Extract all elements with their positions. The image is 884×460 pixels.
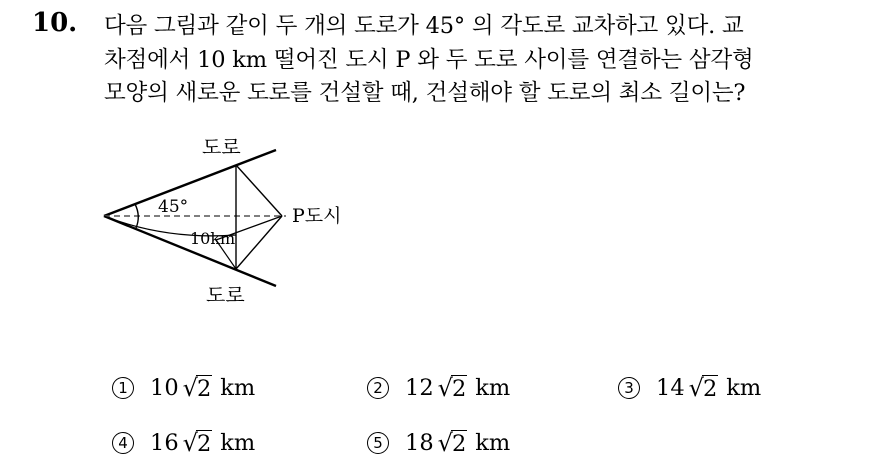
sqrt-icon: √2: [437, 374, 467, 402]
choice-5-root: 2: [451, 431, 467, 457]
road-diagram: [96, 130, 376, 310]
choice-1-unit: km: [220, 375, 256, 401]
choice-5-mark: 5: [367, 432, 389, 454]
new-road-top-to-p: [236, 165, 282, 216]
sqrt-icon: √2: [182, 374, 212, 402]
road-bottom-label: 도로: [206, 283, 245, 307]
sqrt-icon: √2: [182, 429, 212, 457]
choice-5[interactable]: [367, 426, 510, 460]
choice-3-coef: 14: [656, 375, 685, 401]
choice-1-root: 2: [196, 376, 212, 402]
sqrt-icon: √2: [688, 374, 718, 402]
choice-4-unit: km: [220, 430, 256, 456]
question-line-1: 다음 그림과 같이 두 개의 도로가 45° 의 각도로 교차하고 있다. 교: [104, 13, 744, 39]
choice-3-root: 2: [702, 376, 718, 402]
sqrt-icon: √2: [437, 429, 467, 457]
question-text: [104, 10, 874, 111]
distance-label: 10km: [190, 229, 236, 248]
choice-1-coef: 10: [150, 375, 179, 401]
choice-3[interactable]: [618, 371, 761, 405]
choice-5-coef: 18: [405, 430, 434, 456]
choice-4-mark: 4: [112, 432, 134, 454]
question-line-2: 차점에서 10 km 떨어진 도시 P 와 두 도로 사이를 연결하는 삼각형: [104, 46, 754, 73]
question-number: 10.: [32, 8, 78, 38]
choice-3-mark: 3: [618, 377, 640, 399]
choice-4[interactable]: [112, 426, 255, 460]
choice-1[interactable]: [112, 371, 255, 405]
choice-2-root: 2: [451, 376, 467, 402]
choice-1-mark: 1: [112, 377, 134, 399]
choice-4-coef: 16: [150, 430, 179, 456]
road-bottom-line: [104, 216, 276, 286]
choice-4-root: 2: [196, 431, 212, 457]
road-top-line: [104, 150, 276, 216]
question-line-3: 모양의 새로운 도로를 건설할 때, 건설해야 할 도로의 최소 길이는?: [104, 80, 746, 106]
choice-2-mark: 2: [367, 377, 389, 399]
choice-2-unit: km: [475, 375, 511, 401]
choice-3-unit: km: [726, 375, 762, 401]
city-label: P도시: [292, 205, 342, 227]
angle-label: 45°: [158, 197, 189, 217]
choice-5-unit: km: [475, 430, 511, 456]
choice-2-coef: 12: [405, 375, 434, 401]
road-top-label: 도로: [202, 135, 241, 159]
choice-2[interactable]: [367, 371, 510, 405]
road-diagram-svg: [96, 130, 376, 310]
